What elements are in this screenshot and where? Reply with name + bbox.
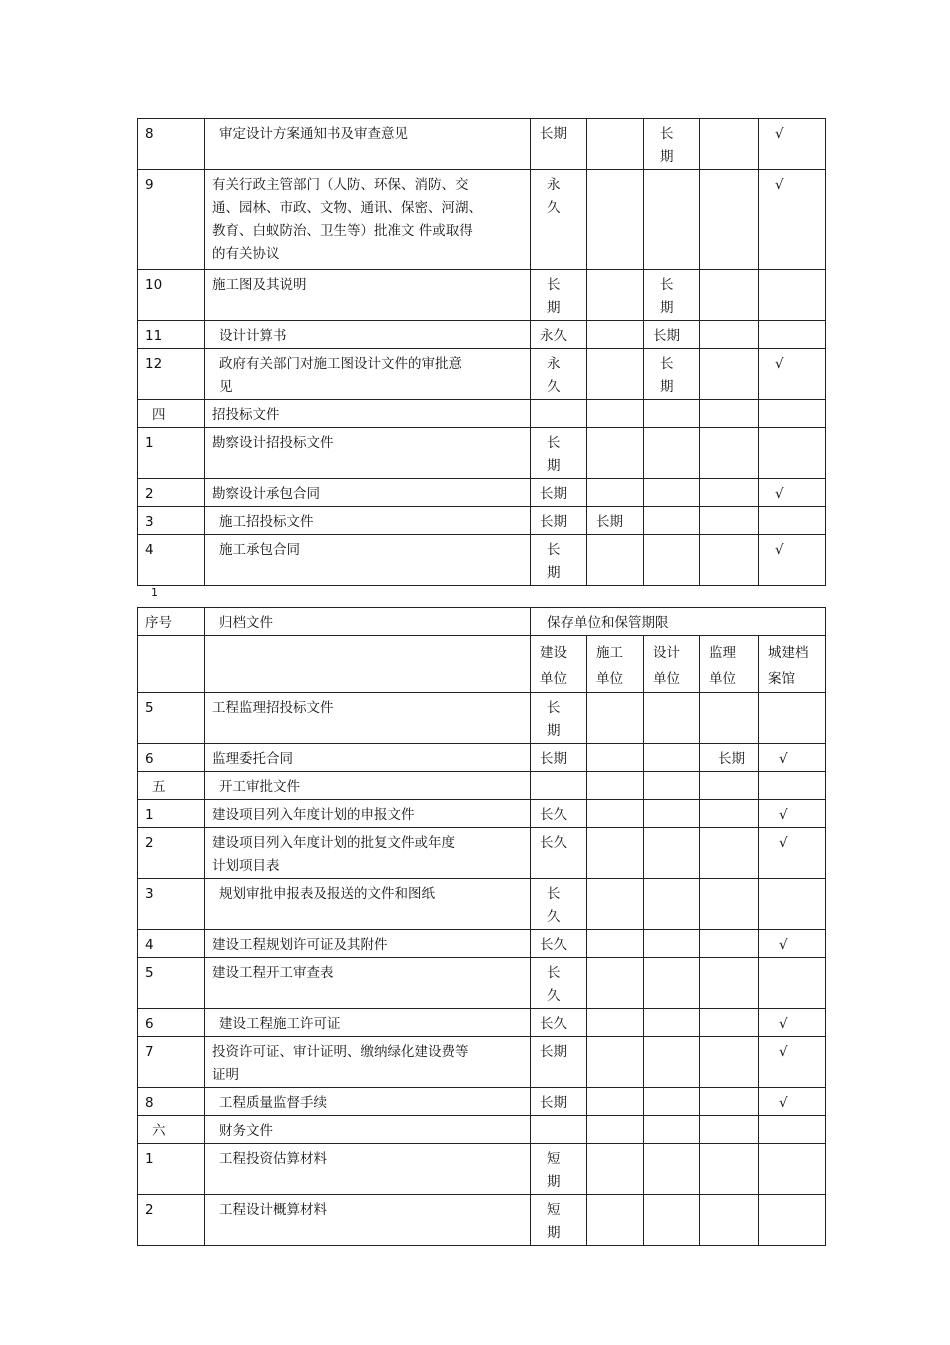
header-doc-blank <box>205 636 531 693</box>
cell-construction-unit <box>587 479 644 507</box>
cell-city-archive <box>759 1195 826 1246</box>
table-row <box>138 1116 826 1144</box>
document-line: 建设项目列入年度计划的申报文件 <box>212 807 415 823</box>
cell-document <box>205 321 531 349</box>
table-row <box>138 270 826 321</box>
cell-supervision-unit <box>700 772 759 800</box>
document-line: 的有关协议 <box>212 246 280 262</box>
cell-seq: 9 <box>138 170 205 270</box>
cell-seq: 5 <box>138 958 205 1009</box>
cell-construction-unit <box>587 693 644 744</box>
cell-build-unit: 永 久 <box>531 170 587 270</box>
document-line: 教育、白蚁防治、卫生等）批准文 件或取得 <box>212 223 473 239</box>
cell-seq: 7 <box>138 1037 205 1088</box>
table-row <box>138 1037 826 1088</box>
table-row <box>138 428 826 479</box>
header-col-archive: 城建档 案馆 <box>759 636 826 693</box>
cell-design-unit <box>644 1195 700 1246</box>
cell-city-archive <box>759 428 826 479</box>
cell-city-archive: √ <box>759 800 826 828</box>
cell-build-unit: 长期 <box>531 119 587 170</box>
document-line: 建设项目列入年度计划的批复文件或年度 <box>212 835 455 851</box>
cell-build-unit: 长 久 <box>531 879 587 930</box>
table-row <box>138 930 826 958</box>
cell-design-unit <box>644 744 700 772</box>
cell-document <box>205 1037 531 1088</box>
cell-construction-unit <box>587 1088 644 1116</box>
cell-build-unit: 长期 <box>531 1037 587 1088</box>
cell-build-unit: 永久 <box>531 321 587 349</box>
cell-supervision-unit <box>700 119 759 170</box>
cell-document <box>205 1116 531 1144</box>
table-row <box>138 535 826 586</box>
cell-city-archive <box>759 1116 826 1144</box>
table-row <box>138 119 826 170</box>
cell-supervision-unit <box>700 1144 759 1195</box>
cell-supervision-unit <box>700 800 759 828</box>
table-row <box>138 958 826 1009</box>
cell-document <box>205 479 531 507</box>
table-row <box>138 879 826 930</box>
cell-build-unit: 长期 <box>531 1088 587 1116</box>
cell-city-archive <box>759 958 826 1009</box>
cell-document <box>205 507 531 535</box>
document-line: 施工承包合同 <box>219 542 300 558</box>
cell-build-unit: 短 期 <box>531 1144 587 1195</box>
cell-build-unit: 长期 <box>531 744 587 772</box>
table-row <box>138 1009 826 1037</box>
document-line: 勘察设计招投标文件 <box>212 435 334 451</box>
cell-supervision-unit <box>700 828 759 879</box>
archive-table-part-1 <box>137 118 826 586</box>
cell-construction-unit: 长期 <box>587 507 644 535</box>
document-line: 工程质量监督手续 <box>219 1095 327 1111</box>
table-row <box>138 772 826 800</box>
cell-supervision-unit <box>700 1037 759 1088</box>
cell-build-unit: 长久 <box>531 800 587 828</box>
cell-document <box>205 693 531 744</box>
cell-city-archive: √ <box>759 170 826 270</box>
cell-supervision-unit <box>700 170 759 270</box>
document-line: 通、园林、市政、文物、通讯、保密、河湖、 <box>212 200 482 216</box>
cell-supervision-unit <box>700 1088 759 1116</box>
cell-build-unit: 长 期 <box>531 270 587 321</box>
cell-design-unit <box>644 1037 700 1088</box>
cell-build-unit: 长 期 <box>531 693 587 744</box>
cell-build-unit: 长 久 <box>531 958 587 1009</box>
cell-supervision-unit <box>700 535 759 586</box>
document-line: 工程监理招投标文件 <box>212 700 334 716</box>
cell-construction-unit <box>587 321 644 349</box>
cell-supervision-unit: 长期 <box>700 744 759 772</box>
cell-city-archive <box>759 772 826 800</box>
cell-supervision-unit <box>700 479 759 507</box>
document-line: 施工招投标文件 <box>219 514 314 530</box>
cell-build-unit <box>531 400 587 428</box>
cell-supervision-unit <box>700 930 759 958</box>
cell-city-archive: √ <box>759 535 826 586</box>
table-row <box>138 349 826 400</box>
cell-build-unit <box>531 772 587 800</box>
cell-design-unit <box>644 930 700 958</box>
document-line: 开工审批文件 <box>219 779 300 795</box>
cell-build-unit: 长期 <box>531 507 587 535</box>
cell-design-unit <box>644 958 700 1009</box>
cell-city-archive: √ <box>759 930 826 958</box>
cell-construction-unit <box>587 800 644 828</box>
document-line: 有关行政主管部门（人防、环保、消防、交 <box>212 177 469 193</box>
document-line: 投资许可证、审计证明、缴纳绿化建设费等 <box>212 1044 469 1060</box>
document-line: 招投标文件 <box>212 407 280 423</box>
table-body <box>138 693 826 1246</box>
header-col-design: 设计 单位 <box>644 636 700 693</box>
cell-construction-unit <box>587 428 644 479</box>
cell-document <box>205 400 531 428</box>
cell-build-unit: 短 期 <box>531 1195 587 1246</box>
header-group: 保存单位和保管期限 <box>531 608 826 636</box>
table-row <box>138 744 826 772</box>
cell-document <box>205 800 531 828</box>
cell-city-archive: √ <box>759 119 826 170</box>
document-line: 施工图及其说明 <box>212 277 307 293</box>
cell-design-unit <box>644 428 700 479</box>
cell-document <box>205 744 531 772</box>
cell-design-unit <box>644 772 700 800</box>
table-row <box>138 321 826 349</box>
cell-seq: 11 <box>138 321 205 349</box>
cell-supervision-unit <box>700 349 759 400</box>
cell-city-archive: √ <box>759 1088 826 1116</box>
cell-document <box>205 958 531 1009</box>
cell-city-archive: √ <box>759 1037 826 1088</box>
cell-supervision-unit <box>700 321 759 349</box>
cell-document <box>205 1088 531 1116</box>
cell-design-unit <box>644 507 700 535</box>
cell-seq: 4 <box>138 930 205 958</box>
cell-document <box>205 1195 531 1246</box>
header-seq-blank <box>138 636 205 693</box>
cell-design-unit: 长 期 <box>644 270 700 321</box>
cell-document <box>205 349 531 400</box>
cell-construction-unit <box>587 879 644 930</box>
document-line: 监理委托合同 <box>212 751 293 767</box>
cell-document <box>205 170 531 270</box>
cell-construction-unit <box>587 1009 644 1037</box>
cell-city-archive <box>759 1144 826 1195</box>
cell-seq: 四 <box>138 400 205 428</box>
cell-supervision-unit <box>700 1116 759 1144</box>
cell-construction-unit <box>587 1037 644 1088</box>
table-row <box>138 170 826 270</box>
cell-city-archive: √ <box>759 349 826 400</box>
cell-seq: 8 <box>138 119 205 170</box>
cell-supervision-unit <box>700 693 759 744</box>
document-line: 勘察设计承包合同 <box>212 486 320 502</box>
table-row <box>138 1144 826 1195</box>
cell-document <box>205 879 531 930</box>
cell-construction-unit <box>587 270 644 321</box>
cell-document <box>205 828 531 879</box>
cell-city-archive <box>759 400 826 428</box>
cell-supervision-unit <box>700 507 759 535</box>
cell-supervision-unit <box>700 879 759 930</box>
table-row <box>138 479 826 507</box>
cell-seq: 2 <box>138 1195 205 1246</box>
cell-supervision-unit <box>700 270 759 321</box>
document-line: 建设工程开工审查表 <box>212 965 334 981</box>
cell-seq: 4 <box>138 535 205 586</box>
cell-build-unit: 永 久 <box>531 349 587 400</box>
cell-seq: 1 <box>138 800 205 828</box>
document-line: 设计计算书 <box>219 328 287 344</box>
cell-seq: 1 <box>138 428 205 479</box>
cell-construction-unit <box>587 170 644 270</box>
cell-document <box>205 428 531 479</box>
cell-construction-unit <box>587 1116 644 1144</box>
cell-seq: 10 <box>138 270 205 321</box>
cell-build-unit: 长 期 <box>531 428 587 479</box>
cell-city-archive <box>759 270 826 321</box>
document-line: 政府有关部门对施工图设计文件的审批意 <box>219 356 462 372</box>
cell-seq: 1 <box>138 1144 205 1195</box>
cell-city-archive: √ <box>759 828 826 879</box>
cell-city-archive: √ <box>759 1009 826 1037</box>
header-doc: 归档文件 <box>205 608 531 636</box>
document-line: 建设工程施工许可证 <box>219 1016 341 1032</box>
cell-build-unit: 长 期 <box>531 535 587 586</box>
cell-seq: 5 <box>138 693 205 744</box>
page-number: 1 <box>151 586 158 599</box>
cell-supervision-unit <box>700 1009 759 1037</box>
cell-design-unit <box>644 479 700 507</box>
cell-design-unit <box>644 400 700 428</box>
document-line: 见 <box>219 379 233 395</box>
cell-city-archive <box>759 693 826 744</box>
table-row <box>138 1195 826 1246</box>
cell-construction-unit <box>587 958 644 1009</box>
cell-city-archive: √ <box>759 744 826 772</box>
cell-design-unit <box>644 535 700 586</box>
cell-design-unit: 长 期 <box>644 349 700 400</box>
cell-construction-unit <box>587 744 644 772</box>
document-line: 证明 <box>212 1067 239 1083</box>
table-row <box>138 400 826 428</box>
cell-city-archive <box>759 321 826 349</box>
table-row <box>138 507 826 535</box>
cell-city-archive: √ <box>759 479 826 507</box>
table-header <box>138 608 826 693</box>
cell-design-unit <box>644 170 700 270</box>
table-body <box>138 119 826 586</box>
cell-construction-unit <box>587 119 644 170</box>
header-col-build: 建设 单位 <box>531 636 587 693</box>
cell-construction-unit <box>587 535 644 586</box>
cell-design-unit: 长 期 <box>644 119 700 170</box>
cell-seq: 6 <box>138 1009 205 1037</box>
cell-construction-unit <box>587 828 644 879</box>
cell-design-unit <box>644 1009 700 1037</box>
cell-city-archive <box>759 879 826 930</box>
cell-document <box>205 930 531 958</box>
cell-construction-unit <box>587 400 644 428</box>
cell-document <box>205 1009 531 1037</box>
cell-design-unit <box>644 1144 700 1195</box>
cell-construction-unit <box>587 349 644 400</box>
header-col-constr: 施工 单位 <box>587 636 644 693</box>
cell-design-unit <box>644 693 700 744</box>
cell-document <box>205 1144 531 1195</box>
document-line: 工程投资估算材料 <box>219 1151 327 1167</box>
cell-construction-unit <box>587 1144 644 1195</box>
cell-supervision-unit <box>700 958 759 1009</box>
cell-seq: 2 <box>138 828 205 879</box>
cell-document <box>205 119 531 170</box>
cell-design-unit: 长期 <box>644 321 700 349</box>
table-row <box>138 828 826 879</box>
document-line: 工程设计概算材料 <box>219 1202 327 1218</box>
cell-build-unit: 长久 <box>531 1009 587 1037</box>
cell-seq: 2 <box>138 479 205 507</box>
cell-seq: 8 <box>138 1088 205 1116</box>
document-line: 规划审批申报表及报送的文件和图纸 <box>219 886 435 902</box>
cell-design-unit <box>644 1116 700 1144</box>
cell-seq: 3 <box>138 507 205 535</box>
cell-seq: 3 <box>138 879 205 930</box>
cell-design-unit <box>644 828 700 879</box>
cell-seq: 12 <box>138 349 205 400</box>
cell-build-unit: 长久 <box>531 828 587 879</box>
cell-city-archive <box>759 507 826 535</box>
cell-build-unit: 长久 <box>531 930 587 958</box>
document-line: 建设工程规划许可证及其附件 <box>212 937 388 953</box>
cell-document <box>205 772 531 800</box>
document-line: 审定设计方案通知书及审查意见 <box>219 126 408 142</box>
cell-build-unit: 长期 <box>531 479 587 507</box>
document-line: 财务文件 <box>219 1123 273 1139</box>
cell-supervision-unit <box>700 1195 759 1246</box>
cell-supervision-unit <box>700 428 759 479</box>
archive-table-part-2 <box>137 607 826 1246</box>
cell-build-unit <box>531 1116 587 1144</box>
cell-seq: 六 <box>138 1116 205 1144</box>
table-row <box>138 693 826 744</box>
cell-seq: 五 <box>138 772 205 800</box>
cell-design-unit <box>644 879 700 930</box>
document-line: 计划项目表 <box>212 858 280 874</box>
cell-supervision-unit <box>700 400 759 428</box>
cell-design-unit <box>644 800 700 828</box>
cell-construction-unit <box>587 772 644 800</box>
cell-seq: 6 <box>138 744 205 772</box>
cell-construction-unit <box>587 930 644 958</box>
header-col-super: 监理 单位 <box>700 636 759 693</box>
table-row <box>138 800 826 828</box>
cell-document <box>205 535 531 586</box>
header-seq: 序号 <box>138 608 205 636</box>
table-row <box>138 1088 826 1116</box>
cell-document <box>205 270 531 321</box>
cell-construction-unit <box>587 1195 644 1246</box>
cell-design-unit <box>644 1088 700 1116</box>
